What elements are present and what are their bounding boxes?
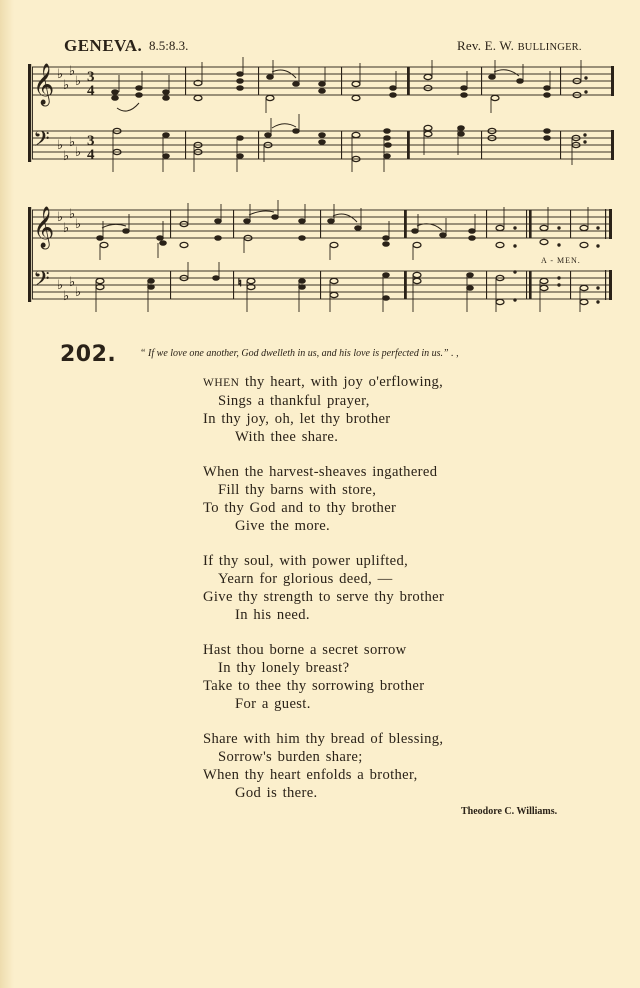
verse-line: God is there. [235, 785, 318, 801]
hymn-text [203, 373, 444, 819]
svg-text:♭: ♭ [57, 278, 64, 293]
verse-line: Give the more. [235, 518, 331, 534]
bass-clef-icon: 𝄢 [33, 127, 50, 157]
treble-clef-icon: 𝄞 [33, 207, 55, 248]
verse-line: WHEN thy heart, with joy o'erflowing, [203, 374, 444, 390]
svg-text:♭: ♭ [69, 135, 76, 150]
system2-bass-staff [32, 271, 612, 299]
stanza-5 [203, 730, 444, 802]
stanza-1 [203, 373, 444, 446]
verse-line: Sings a thankful prayer, [218, 393, 370, 409]
system2-treble-staff [32, 210, 612, 238]
stanza-2 [203, 463, 444, 535]
verse-line: Sorrow's burden share; [218, 749, 363, 765]
svg-text:♭: ♭ [63, 149, 70, 164]
svg-text:4: 4 [87, 83, 95, 99]
svg-text:♭: ♭ [63, 289, 70, 304]
music-score [0, 0, 640, 330]
svg-text:♭: ♭ [75, 217, 82, 232]
svg-text:♭: ♭ [63, 78, 70, 93]
hymn-author: Theodore C. Williams. [461, 806, 558, 817]
verse-line: When thy heart enfolds a brother, [203, 767, 418, 783]
svg-text:4: 4 [87, 147, 95, 163]
hymn-number: 202. [60, 342, 117, 367]
svg-text:3: 3 [87, 133, 95, 149]
verse-line: Yearn for glorious deed, — [218, 571, 393, 587]
verse-line: In his need. [235, 607, 310, 623]
first-word-smallcaps: WHEN [203, 377, 240, 389]
verse-line: With thee share. [235, 429, 339, 445]
svg-text:♭: ♭ [69, 207, 76, 222]
svg-text:♭: ♭ [57, 67, 64, 82]
svg-text:♮: ♮ [238, 278, 242, 289]
verse-line: In thy lonely breast? [218, 660, 350, 676]
bass-clef-icon: 𝄢 [33, 267, 50, 297]
treble-clef-icon: 𝄞 [33, 64, 55, 105]
svg-text:♭: ♭ [75, 145, 82, 160]
verse-line: In thy joy, oh, let thy brother [203, 411, 391, 427]
svg-text:♭: ♭ [57, 138, 64, 153]
tune-name: GENEVA. [64, 36, 143, 55]
stanza-3 [203, 552, 444, 624]
svg-text:♭: ♭ [69, 275, 76, 290]
svg-text:3: 3 [87, 69, 95, 85]
verse-line: Share with him thy bread of blessing, [203, 731, 444, 747]
verse-line: Give thy strength to serve thy brother [203, 589, 445, 605]
svg-text:♭: ♭ [63, 221, 70, 236]
verse-line: Hast thou borne a secret sorrow [203, 642, 407, 658]
epigraph: “ If we love one another, God dwelleth in us, and his love is perfected in us.” . , [140, 348, 459, 359]
svg-text:♭: ♭ [57, 210, 64, 225]
verse-line: If thy soul, with power uplifted, [203, 553, 409, 569]
svg-text:♭: ♭ [75, 74, 82, 89]
svg-text:♭: ♭ [69, 64, 76, 79]
composer-prefix: Rev. E. W. [457, 38, 518, 53]
composer-surname: BULLINGER. [517, 42, 582, 53]
verse-line: Fill thy barns with store, [218, 482, 377, 498]
verse-line: Take to thee thy sorrowing brother [203, 678, 425, 694]
verse-line: To thy God and to thy brother [203, 500, 397, 516]
svg-text:♭: ♭ [75, 285, 82, 300]
verse-line: For a guest. [235, 696, 311, 712]
stanza-4 [203, 641, 444, 713]
meter: 8.5:8.3. [149, 38, 189, 53]
verse-line: When the harvest-sheaves ingathered [203, 464, 438, 480]
amen-lyric: A - MEN. [541, 256, 581, 265]
